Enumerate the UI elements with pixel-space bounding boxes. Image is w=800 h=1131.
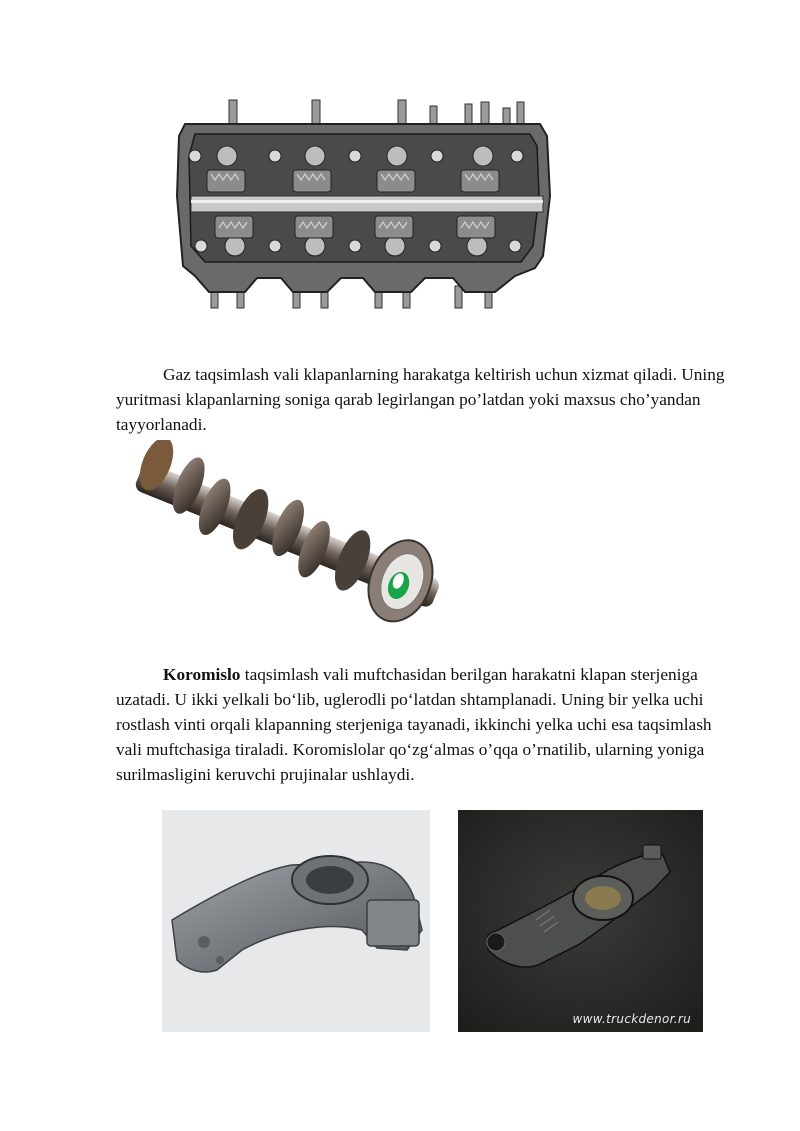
paragraph-text: Gaz taqsimlash vali klapanlarning harakatga keltirish uchun xizmat qiladi. Uning yuritmasi klapanlarning soniga qarab legirlangan po’latdan yoki maxsus cho’yandan tayyorlanadi. <box>116 365 725 434</box>
rocker-arm-figure-right <box>458 810 703 1032</box>
watermark-text: www.truckdenor.ru <box>572 1012 691 1026</box>
cylinder-head-figure <box>165 96 560 314</box>
rocker-arm-drawing-left <box>162 810 430 1032</box>
rocker-arm-drawing-right <box>458 810 703 1032</box>
cylinder-head-drawing <box>165 96 560 314</box>
paragraph-rocker-arm <box>116 662 728 787</box>
camshaft-drawing <box>117 440 467 635</box>
term-bold: Koromislo <box>163 665 241 684</box>
paragraph-gas-distribution-shaft <box>116 362 728 437</box>
paragraph-text: taqsimlash vali muftchasidan berilgan harakatni klapan sterjeniga uzatadi. U ikki yelkali bo‘lib, uglerodli po‘latdan shtamplanadi. Uning bir yelka uchi rostlash vinti orqali klapanning sterjeniga tayanadi, ikkinchi yelka uchi esa taqsimlash vali muftchasiga tiraladi. Koromislolar qo‘zg‘almas o’qqa o’rnatilib, ularning yoniga surilmasligini keruvchi prujinalar ushlaydi. <box>116 665 712 784</box>
camshaft-figure <box>117 440 467 635</box>
rocker-arm-figure-left <box>162 810 430 1032</box>
